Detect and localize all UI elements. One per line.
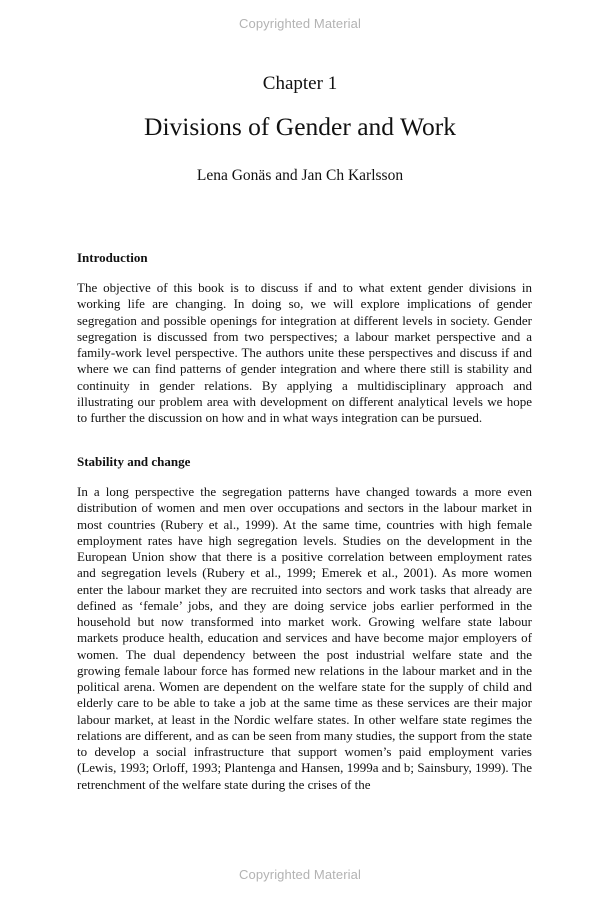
paragraph: In a long perspective the segregation patterns have changed towards a more even distribution of women and men over occupations and sectors in the labour market in most countries (Rubery et al., 1999). At the same time, countries with high female employment rates have high segregation levels. Studies on the development in the European Union show that there is a positive correlation between employment rates and segregation levels (Rubery et al., 1999; Emerek et al., 2001). As more women enter the labour market they are recruited into sectors and work tasks that already are defined as ‘female’ jobs, and they are doing service jobs earlier performed in the household but now transformed into market work. Growing welfare state labour markets produce health, education and services and have become major employers of women. The dual dependency between the post industrial welfare state and the growing female labour force has formed new relations in the labour market and in the political arena. Women are dependent on the welfare state for the supply of child and elderly care to be able to take a job at the same time as these services are their major labour market, at least in the Nordic welfare states. In other welfare state regimes the relations are different, and as can be seen from many studies, the support from the state to develop a social infrastructure that support women’s paid employment varies (Lewis, 1993; Orloff, 1993; Plantenga and Hansen, 1999a and b; Sainsbury, 1999). The retrenchment of the welfare state during the crises of the bbox=[77, 484, 532, 792]
section-body-stability-and-change bbox=[77, 484, 532, 793]
section-heading-text: Stability and change bbox=[77, 454, 191, 469]
paragraph: The objective of this book is to discuss if and to what extent gender divisions in working life are changing. In doing so, we will explore implications of gender segregation and possible openings for integration at different levels in society. Gender segregation is discussed from two perspectives; a labour market perspective and a family-work level perspective. The authors unite these perspectives and discuss if and where we can find patterns of gender integration and where there still is stability and continuity in gender relations. By applying a multidisciplinary approach and illustrating our problem area with development on different analytical levels we hope to further the discussion on how and in what ways integration can be pursued. bbox=[77, 280, 532, 425]
chapter-authors: Lena Gonäs and Jan Ch Karlsson bbox=[196, 167, 404, 184]
copyright-watermark-top: Copyrighted Material bbox=[239, 16, 361, 31]
chapter-title: Divisions of Gender and Work bbox=[144, 112, 456, 141]
chapter-number: Chapter 1 bbox=[262, 73, 338, 94]
section-heading-text: Introduction bbox=[77, 250, 148, 265]
section-heading-introduction bbox=[77, 250, 532, 266]
section-heading-stability-and-change bbox=[77, 454, 532, 470]
section-body-introduction bbox=[77, 280, 532, 426]
copyright-watermark-bottom: Copyrighted Material bbox=[239, 867, 361, 882]
